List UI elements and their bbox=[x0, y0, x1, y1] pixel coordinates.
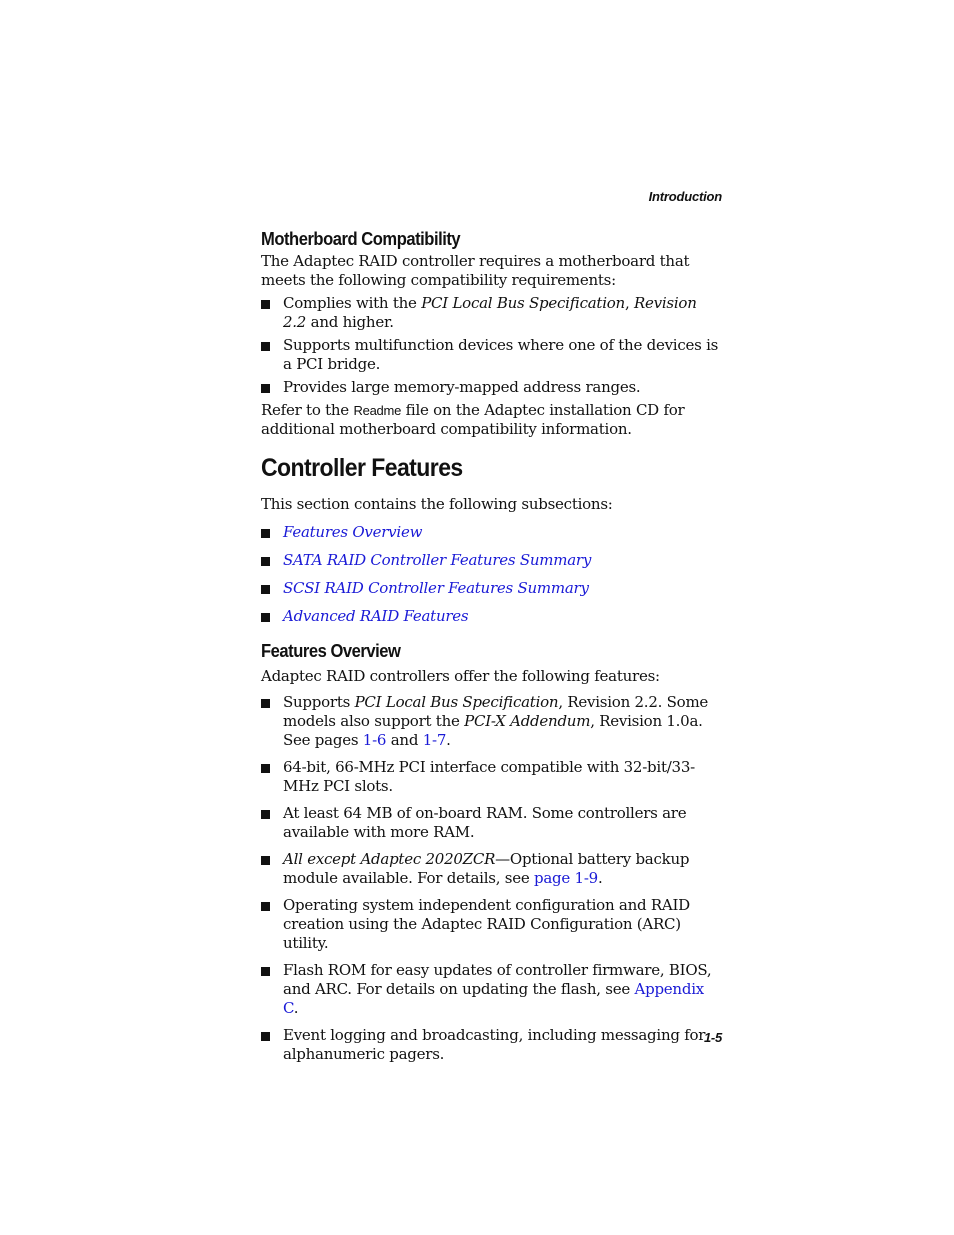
link-features-overview[interactable]: Features Overview bbox=[283, 523, 423, 541]
link-page-1-9[interactable]: page 1-9 bbox=[533, 869, 598, 887]
list-item: Provides large memory-mapped address ranges. bbox=[261, 378, 723, 397]
features-intro: Adaptec RAID controllers offer the following features: bbox=[261, 667, 660, 685]
link-advanced-raid-features[interactable]: Advanced RAID Features bbox=[283, 607, 469, 625]
list-item: Operating system independent configuration and RAID creation using the Adaptec RAID Configuration (ARC) utility. bbox=[261, 896, 723, 953]
list-item: Complies with the PCI Local Bus Specification, Revision 2.2 and higher. bbox=[261, 294, 723, 332]
motherboard-requirements-list bbox=[261, 294, 723, 397]
link-page-1-7[interactable]: 1-7 bbox=[422, 731, 447, 749]
features-list bbox=[261, 693, 723, 1064]
link-scsi-raid-summary[interactable]: SCSI RAID Controller Features Summary bbox=[283, 579, 589, 597]
link-page-1-6[interactable]: 1-6 bbox=[362, 731, 387, 749]
list-item bbox=[261, 523, 723, 542]
motherboard-refer-note: Refer to the Readme file on the Adaptec installation CD for additional motherboard compatibility information. bbox=[261, 401, 685, 438]
features-overview-heading: Features Overview bbox=[261, 641, 401, 661]
page-number: 1-5 bbox=[703, 1030, 722, 1045]
link-sata-raid-summary[interactable]: SATA RAID Controller Features Summary bbox=[283, 551, 592, 569]
readme-filename: Readme bbox=[353, 403, 402, 418]
list-item bbox=[261, 607, 723, 626]
list-item: Flash ROM for easy updates of controller firmware, BIOS, and ARC. For details on updating the flash, see Appendix C. bbox=[261, 961, 723, 1018]
controller-intro: This section contains the following subsections: bbox=[261, 495, 613, 513]
page-content bbox=[261, 228, 723, 1064]
list-item: Supports PCI Local Bus Specification, Revision 2.2. Some models also support the PCI-X Addendum, Revision 1.0a. See pages 1-6 and 1-7. bbox=[261, 693, 723, 750]
running-header: Introduction bbox=[648, 189, 722, 204]
list-item: Event logging and broadcasting, including messaging for alphanumeric pagers. bbox=[261, 1026, 723, 1064]
motherboard-heading: Motherboard Compatibility bbox=[261, 229, 461, 249]
subsection-links-list bbox=[261, 523, 723, 626]
list-item bbox=[261, 579, 723, 598]
list-item: All except Adaptec 2020ZCR—Optional battery backup module available. For details, see page 1-9. bbox=[261, 850, 723, 888]
list-item bbox=[261, 551, 723, 570]
list-item: 64-bit, 66-MHz PCI interface compatible with 32-bit/33-MHz PCI slots. bbox=[261, 758, 723, 796]
motherboard-intro: The Adaptec RAID controller requires a motherboard that meets the following compatibility requirements: bbox=[261, 252, 690, 289]
list-item: At least 64 MB of on-board RAM. Some controllers are available with more RAM. bbox=[261, 804, 723, 842]
link-appendix-c[interactable]: Appendix C bbox=[283, 980, 704, 1017]
list-item: Supports multifunction devices where one of the devices is a PCI bridge. bbox=[261, 336, 723, 374]
controller-features-heading: Controller Features bbox=[261, 454, 463, 482]
